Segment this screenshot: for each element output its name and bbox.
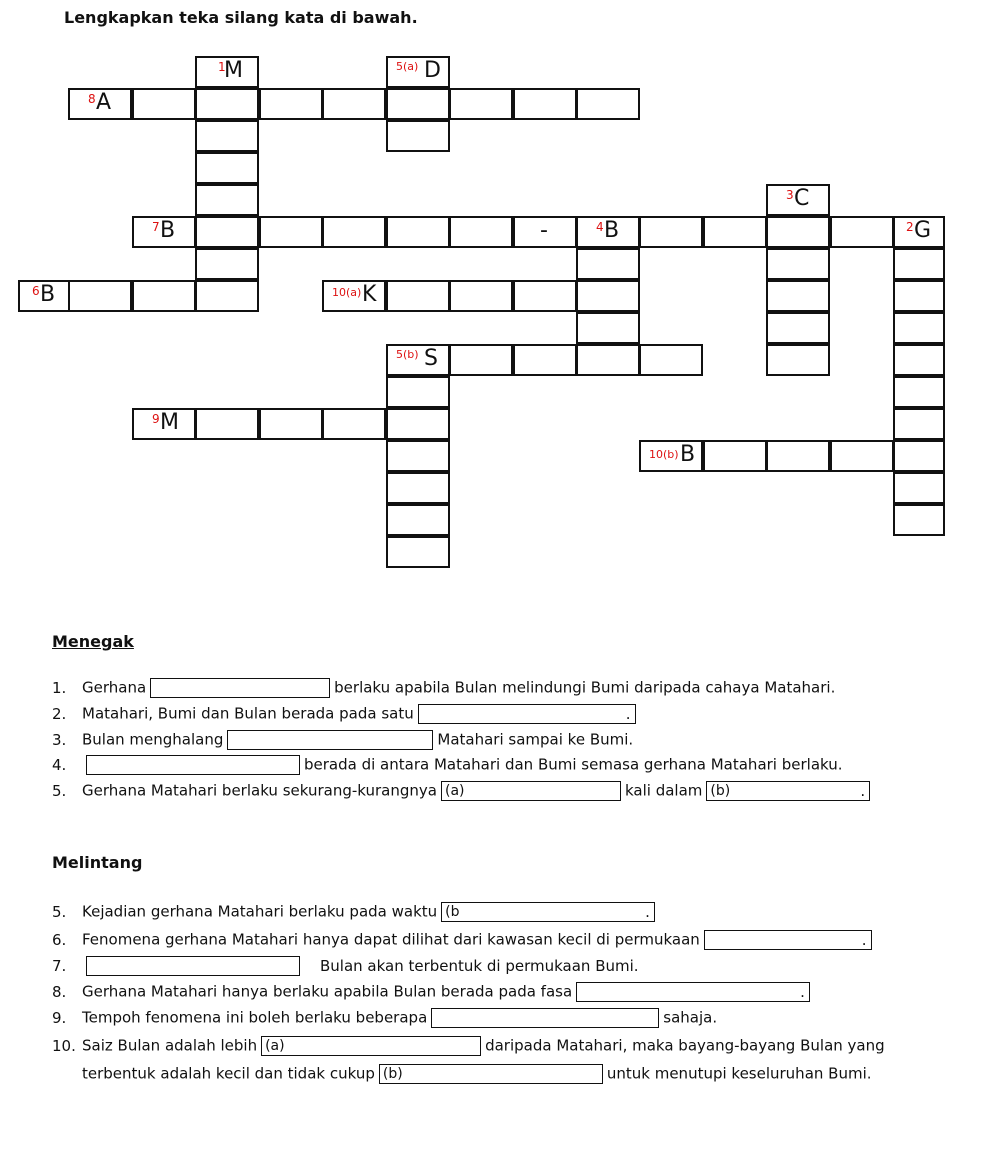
crossword-cell[interactable] (513, 280, 577, 312)
clue-number: 7 (152, 220, 160, 234)
crossword-cell[interactable] (893, 472, 945, 504)
clue-text: Gerhana Matahari berlaku sekurang-kurangnya (82, 781, 437, 800)
crossword-cell[interactable] (576, 88, 640, 120)
crossword-cell[interactable] (576, 280, 640, 312)
crossword-cell[interactable] (195, 280, 259, 312)
crossword-cell[interactable] (322, 408, 386, 440)
answer-box[interactable] (227, 730, 433, 750)
clue-number: 4. (52, 755, 67, 774)
crossword-cell[interactable] (195, 184, 259, 216)
clue-across-5 (52, 902, 650, 922)
clue-text: untuk menutupi keseluruhan Bumi. (606, 1064, 872, 1083)
crossword-cell[interactable] (513, 344, 577, 376)
clue-text: . (860, 781, 866, 800)
crossword-cell[interactable] (639, 216, 703, 248)
clue-number: 5. (52, 781, 67, 800)
clue-text: sahaja. (663, 1008, 718, 1027)
crossword-cell[interactable] (576, 312, 640, 344)
crossword-cell[interactable] (893, 248, 945, 280)
crossword-cell[interactable] (766, 248, 830, 280)
clue-text: Bulan menghalang (82, 730, 224, 749)
clue-down-5 (52, 781, 865, 801)
melintang-heading: Melintang (52, 853, 143, 872)
answer-box[interactable] (704, 930, 872, 950)
clue-down-1 (52, 678, 835, 698)
clue-letter: B (604, 218, 620, 243)
crossword-cell[interactable] (449, 344, 513, 376)
crossword-cell[interactable] (259, 216, 323, 248)
clue-text: Fenomena gerhana Matahari hanya dapat dilihat dari kawasan kecil di permukaan (82, 930, 700, 949)
clue-number: 8 (88, 92, 96, 106)
clue-across-7 (52, 956, 639, 976)
clue-text: . (645, 902, 650, 921)
crossword-cell[interactable] (639, 344, 703, 376)
crossword-cell[interactable] (893, 408, 945, 440)
crossword-cell[interactable] (195, 408, 259, 440)
clue-down-4 (52, 755, 843, 775)
crossword-cell[interactable] (893, 344, 945, 376)
clue-number: 9. (52, 1008, 67, 1027)
answer-box-b[interactable]: (b) (379, 1064, 603, 1084)
clue-number: 8. (52, 982, 67, 1001)
crossword-cell[interactable] (386, 536, 450, 568)
answer-box[interactable] (86, 755, 300, 775)
crossword-cell[interactable] (195, 88, 259, 120)
clue-letter: B (680, 442, 696, 467)
clue-text: Gerhana Matahari hanya berlaku apabila Bulan berada pada fasa (82, 982, 573, 1001)
crossword-cell[interactable] (68, 280, 132, 312)
clue-text: Bulan akan terbentuk di permukaan Bumi. (320, 956, 639, 975)
clue-letter: B (160, 218, 176, 243)
clue-text: berlaku apabila Bulan melindungi Bumi daripada cahaya Matahari. (334, 678, 836, 697)
crossword-cell[interactable] (449, 216, 513, 248)
clue-number: 6 (32, 284, 40, 298)
clue-letter: A (96, 90, 112, 115)
crossword-cell[interactable] (386, 88, 450, 120)
clue-number: 9 (152, 412, 160, 426)
clue-letter: M (160, 410, 179, 435)
answer-box-a[interactable]: (a) (261, 1036, 481, 1056)
crossword-cell[interactable] (386, 408, 450, 440)
clue-text: Tempoh fenomena ini boleh berlaku beberapa (82, 1008, 428, 1027)
crossword-cell[interactable] (893, 280, 945, 312)
answer-box[interactable] (431, 1008, 659, 1028)
page-title: Lengkapkan teka silang kata di bawah. (64, 8, 418, 27)
answer-box[interactable] (86, 956, 300, 976)
crossword-cell[interactable] (449, 88, 513, 120)
clue-text: kali dalam (624, 781, 703, 800)
clue-text: terbentuk adalah kecil dan tidak cukup (82, 1064, 375, 1083)
clue-text: Kejadian gerhana Matahari berlaku pada waktu (82, 902, 438, 921)
crossword-cell[interactable] (766, 216, 830, 248)
clue-number: 5(a) (396, 60, 419, 73)
clue-text: Matahari sampai ke Bumi. (437, 730, 634, 749)
crossword-cell[interactable] (703, 216, 767, 248)
clue-across-8 (52, 982, 805, 1002)
crossword-cell[interactable] (132, 280, 196, 312)
crossword-cell[interactable] (386, 440, 450, 472)
clue-number: 10(b) (649, 448, 679, 461)
crossword-cell[interactable] (195, 216, 259, 248)
crossword-cell[interactable] (195, 120, 259, 152)
answer-box-a[interactable]: (a) (441, 781, 621, 801)
crossword-cell[interactable] (893, 376, 945, 408)
clue-letter: C (794, 186, 810, 211)
crossword-cell[interactable] (766, 440, 830, 472)
clue-number: 4 (596, 220, 604, 234)
clue-letter: B (40, 282, 56, 307)
clue-number: 1. (52, 678, 67, 697)
clue-down-3 (52, 730, 633, 750)
clue-letter: D (424, 58, 441, 83)
clue-number: 3 (786, 188, 794, 202)
clue-text: daripada Matahari, maka bayang-bayang Bulan yang (485, 1036, 885, 1055)
clue-text: Matahari, Bumi dan Bulan berada pada satu (82, 704, 414, 723)
answer-box[interactable]: (b (441, 902, 655, 922)
clue-text: Gerhana (82, 678, 147, 697)
clue-text: . (625, 704, 631, 723)
crossword-cell[interactable] (386, 472, 450, 504)
crossword-cell[interactable] (449, 280, 513, 312)
clue-number: 10(a) (332, 286, 362, 299)
clue-across-10 (52, 1036, 885, 1056)
clue-number: 7. (52, 956, 67, 975)
answer-box-b[interactable]: (b) (706, 781, 870, 801)
crossword-cell[interactable] (703, 440, 767, 472)
dash-letter: - (540, 218, 548, 243)
crossword-cell[interactable] (386, 216, 450, 248)
crossword-cell[interactable] (830, 216, 894, 248)
clue-number: 5(b) (396, 348, 419, 361)
crossword-cell[interactable] (386, 504, 450, 536)
clue-text: . (800, 982, 805, 1001)
clue-across-10-cont (52, 1064, 872, 1084)
crossword-cell[interactable] (322, 216, 386, 248)
crossword-cell[interactable] (576, 344, 640, 376)
answer-box[interactable] (418, 704, 636, 724)
crossword-cell[interactable] (576, 248, 640, 280)
crossword-cell[interactable] (830, 440, 894, 472)
crossword-cell[interactable] (195, 152, 259, 184)
clue-number: 2. (52, 704, 67, 723)
clue-number: 6. (52, 930, 67, 949)
clue-letter: S (424, 346, 438, 371)
menegak-heading: Menegak (52, 632, 134, 651)
crossword-cell[interactable] (766, 344, 830, 376)
crossword-cell[interactable] (893, 312, 945, 344)
answer-box[interactable] (150, 678, 330, 698)
clue-letter: K (362, 282, 377, 307)
crossword-cell[interactable] (322, 88, 386, 120)
crossword-cell[interactable] (386, 120, 450, 152)
clue-number: 2 (906, 220, 914, 234)
crossword-cell[interactable] (766, 312, 830, 344)
crossword-cell[interactable] (893, 504, 945, 536)
crossword-cell[interactable] (386, 280, 450, 312)
crossword-cell[interactable] (893, 440, 945, 472)
clue-letter: M (224, 58, 243, 83)
clue-text: Saiz Bulan adalah lebih (82, 1036, 258, 1055)
clue-text: . (861, 930, 867, 949)
clue-number: 1 (218, 60, 226, 74)
crossword-cell[interactable] (259, 88, 323, 120)
crossword-cell[interactable] (513, 88, 577, 120)
clue-across-6 (52, 930, 867, 950)
crossword-cell[interactable] (195, 248, 259, 280)
clue-letter: G (914, 218, 932, 243)
clue-text: berada di antara Matahari dan Bumi semasa gerhana Matahari berlaku. (304, 755, 843, 774)
clue-number: 5. (52, 902, 67, 921)
crossword-cell[interactable] (259, 408, 323, 440)
crossword-cell[interactable] (766, 280, 830, 312)
clue-across-9 (52, 1008, 717, 1028)
clue-number: 3. (52, 730, 67, 749)
crossword-cell[interactable] (132, 88, 196, 120)
answer-box[interactable] (576, 982, 810, 1002)
clue-number: 10. (52, 1036, 76, 1055)
clue-down-2 (52, 704, 631, 724)
crossword-cell[interactable] (386, 376, 450, 408)
